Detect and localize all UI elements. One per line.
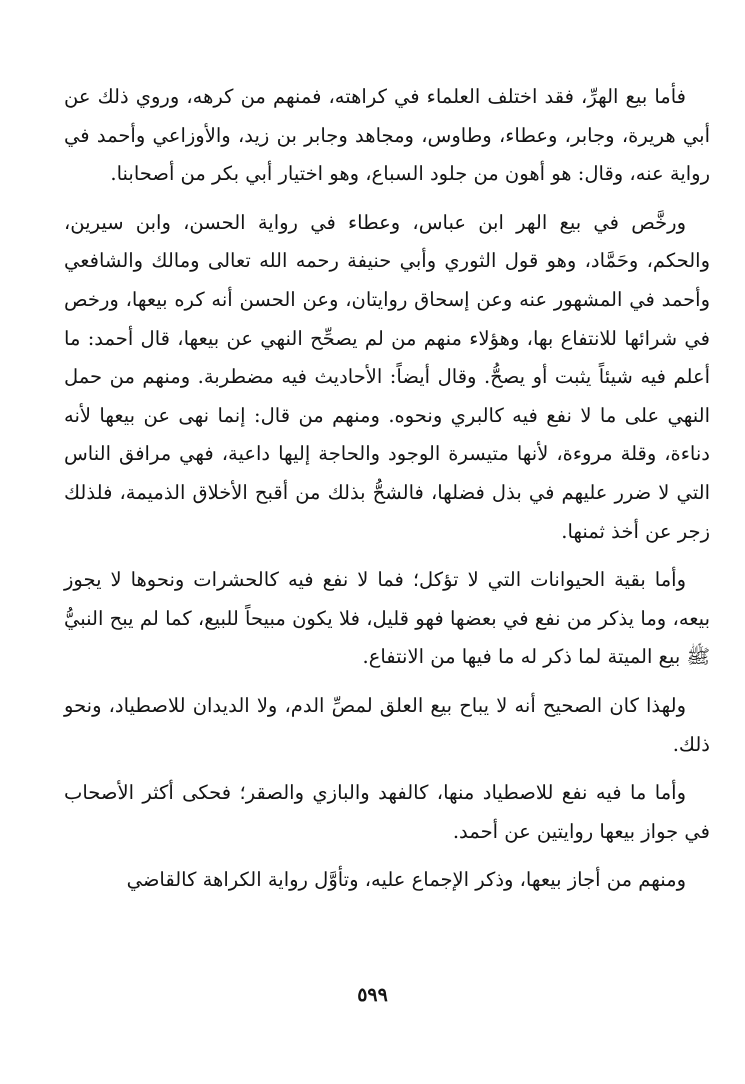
paragraph-3: وأما بقية الحيوانات التي لا تؤكل؛ فما لا نفع فيه كالحشرات ونحوها لا يجوز بيعه، وما يذكر من نفع في بعضها فهو قليل، فلا يكون مبيحاً للبيع، كما لم يبح النبيُّ ﷺ بيع الميتة لما ذكر له ما فيها من الانتفاع.: [64, 568, 710, 669]
paragraph-6: ومنهم من أجاز بيعها، وذكر الإجماع عليه، وتأوَّل رواية الكراهة كالقاضي: [126, 868, 686, 892]
paragraph-2: ورخَّص في بيع الهر ابن عباس، وعطاء في رواية الحسن، وابن سيرين، والحكم، وحَمَّاد، وهو قول الثوري وأبي حنيفة رحمه الله تعالى ومالك والشافعي وأحمد في المشهور عنه وعن إسحاق روايتان، وعن الحسن أنه كره بيعها، ورخص في شرائها للانتفاع بها، وهؤلاء منهم من لم يصحِّح النهي عن بيعها، قال أحمد: ما أعلم فيه شيئاً يثبت أو يصحُّ. وقال أيضاً: الأحاديث فيه مضطربة. ومنهم من حمل النهي على ما لا نفع فيه كالبري ونحوه. ومنهم من قال: إنما نهى عن بيعها لأنه دناءة، وقلة مروءة، لأنها متيسرة الوجود والحاجة إليها داعية، فهي مرافق الناس التي لا ضرر عليهم في بذل فضلها، فالشحُّ بذلك من أقبح الأخلاق الذميمة، فلذلك زجر عن أخذ ثمنها.: [64, 210, 710, 543]
page-number: ٥٩٩: [357, 984, 388, 1006]
paragraph-5: وأما ما فيه نفع للاصطياد منها، كالفهد والبازي والصقر؛ فحكى أكثر الأصحاب في جواز بيعها روايتين عن أحمد.: [64, 781, 710, 843]
body-text: [64, 78, 710, 910]
paragraph-4: ولهذا كان الصحيح أنه لا يباح بيع العلق لمصِّ الدم، ولا الديدان للاصطياد، ونحو ذلك.: [64, 693, 710, 756]
paragraph-1: فأما بيع الهرِّ، فقد اختلف العلماء في كراهته، فمنهم من كرهه، وروي ذلك عن أبي هريرة، وجابر، وعطاء، وطاوس، ومجاهد وجابر بن زيد، والأوزاعي وأحمد في رواية عنه، وقال: هو أهون من جلود السباع، وهو اختيار أبي بكر من أصحابنا.: [64, 85, 710, 186]
